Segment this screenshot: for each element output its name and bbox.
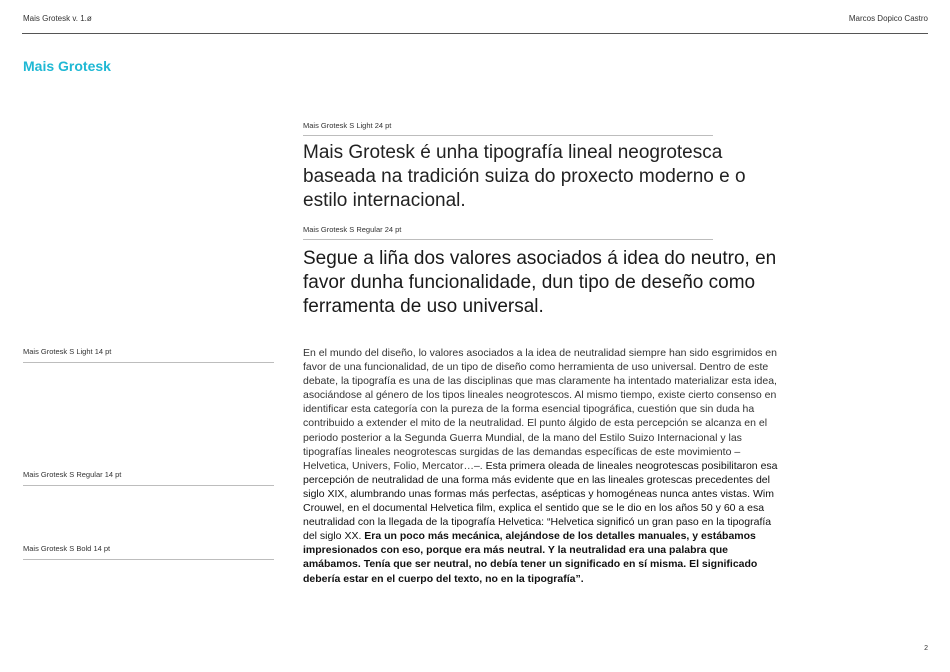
sample-regular-text: Segue a liña dos valores asociados á idea do neutro, en favor dunha funcionalidade, dun tipo de deseño como ferramenta de uso universal.	[303, 248, 777, 317]
body-paragraph	[303, 346, 781, 586]
header-divider	[22, 33, 928, 34]
sample-regular-label: Mais Grotesk S Regular 24 pt	[303, 225, 402, 234]
page-number: 2	[924, 645, 928, 652]
header-doc-version: Mais Grotesk v. 1.ø	[23, 14, 92, 23]
side-divider-light	[23, 362, 274, 363]
side-divider-bold	[23, 559, 274, 560]
sample-light-text: Mais Grotesk é unha tipografía lineal neogrotesca baseada na tradición suiza do proxecto moderno e o estilo internacional.	[303, 142, 746, 211]
side-label-bold: Mais Grotesk S Bold 14 pt	[23, 544, 111, 553]
side-label-light: Mais Grotesk S Light 14 pt	[23, 347, 112, 356]
header-author: Marcos Dopico Castro	[848, 14, 928, 23]
body-light-text: En el mundo del diseño, lo valores asociados a la idea de neutralidad siempre han sido esgrimidos en favor de una funcionalidad, de un tipo de diseño como herramienta de uso universal. Dentro de este debate, la tipografía es una de las disciplinas que mas claramente ha intentado materializar esta idea, asociándose al género de los tipos lineales neogrotescos. Al mismo tiempo, existe cierto consenso en identificar esta categoría con la pureza de la forma esencial tipográfica, cuestión que sin duda ha contribuido a extender el mito de la neutralidad. El punto álgido de esta percepción se alcanza en el periodo posterior a la Segunda Guerra Mundial, de la mano del Estilo Suizo Internacional y las tipografías lineales neogrotescas surgidas de las demandas específicas de este movimiento –Helvetica, Univers, Folio, Mercator…–.	[303, 347, 777, 472]
body-bold-text: Era un poco más mecánica, alejándose de los detalles manuales, y estábamos impresionados con eso, porque era más neutral. Y la neutralidad era una palabra que amábamos. Tenía que ser neutral, no debía tener un significado en sí misma. El significado debería estar en el cuerpo del texto, no en la tipografía”.	[303, 530, 758, 585]
body-regular-text: Esta primera oleada de lineales neogrotescas posibilitaron esa percepción de neutralidad de una forma más evidente que en las lineales grotescas precedentes del siglo XIX, alumbrando unas formas más perfectas, asépticas y homogéneas nunca antes vistas. Wim Crouwel, en el documental Helvetica film, explica el sentido que se le dio en los años 50 y 60 a esa neutralidad con la llegada de la tipografía Helvetica: “Helvetica significó un gran paso en la tipografía del siglo XX.	[303, 459, 778, 543]
side-label-regular: Mais Grotesk S Regular 14 pt	[23, 470, 122, 479]
sample-light-divider	[303, 135, 713, 136]
sample-regular-divider	[303, 239, 713, 240]
sample-light-label: Mais Grotesk S Light 24 pt	[303, 121, 392, 130]
side-divider-regular	[23, 485, 274, 486]
page-title: Mais Grotesk	[23, 58, 111, 74]
